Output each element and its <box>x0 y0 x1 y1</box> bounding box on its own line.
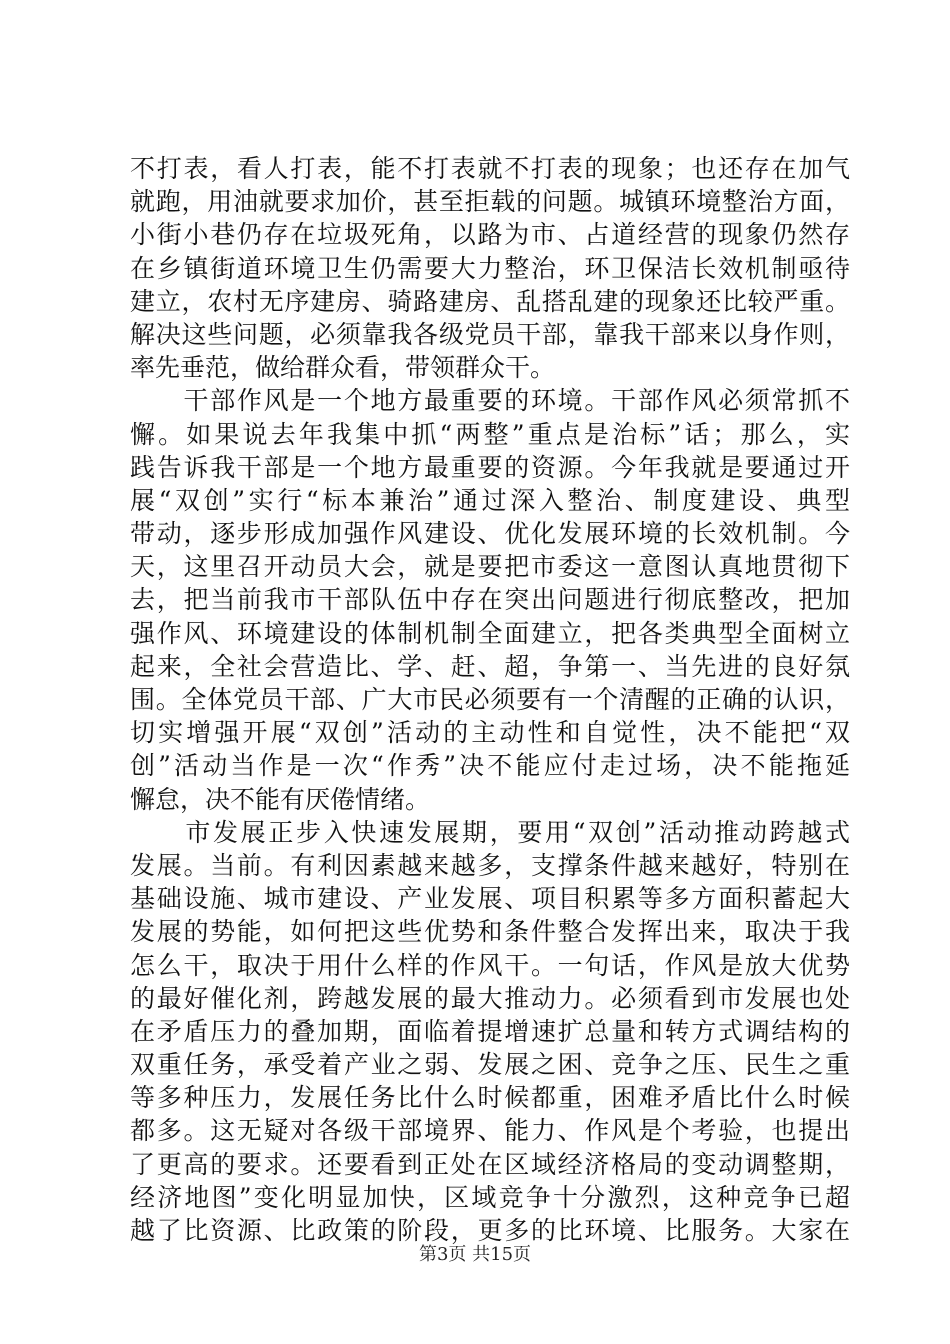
text-line: 在乡镇街道环境卫生仍需要大力整治，环卫保洁长效机制亟待 <box>130 253 850 283</box>
page-number-footer: 第3页 共15页 <box>418 1244 532 1265</box>
text-line: 越了比资源、比政策的阶段，更多的比环境、比服务。大家在 <box>130 1216 850 1245</box>
text-line: 创”活动当作是一次“作秀”决不能应付走过场，决不能拖延 <box>130 751 850 781</box>
text-line: 市发展正步入快速发展期，要用“双创”活动推动跨越式 <box>130 817 850 847</box>
text-line: 干部作风是一个地方最重要的环境。干部作风必须常抓不 <box>130 386 850 416</box>
text-line: 去，把当前我市干部队伍中存在突出问题进行彻底整改，把加 <box>130 585 850 615</box>
text-line: 率先垂范，做给群众看，带领群众干。 <box>130 353 556 383</box>
text-line: 怎么干，取决于用什么样的作风干。一句话，作风是放大优势 <box>130 950 850 980</box>
text-line: 围。全体党员干部、广大市民必须要有一个清醒的正确的认识， <box>130 685 850 714</box>
text-line: 解决这些问题，必须靠我各级党员干部，靠我干部来以身作则， <box>130 319 850 349</box>
text-line: 起来，全社会营造比、学、赶、超，争第一、当先进的良好氛 <box>130 651 850 681</box>
text-line: 发展的势能，如何把这些优势和条件整合发挥出来，取决于我 <box>130 917 850 947</box>
text-line: 不打表，看人打表，能不打表就不打表的现象；也还存在加气 <box>130 154 850 183</box>
text-line: 了更高的要求。还要看到正处在区域经济格局的变动调整期， <box>130 1149 850 1179</box>
text-line: 展“双创”实行“标本兼治”通过深入整治、制度建设、典型 <box>130 485 850 515</box>
text-line: 懈。如果说去年我集中抓“两整”重点是治标”话；那么，实 <box>130 419 850 449</box>
text-line: 发展。当前。有利因素越来越多，支撑条件越来越好，特别在 <box>130 850 850 880</box>
text-line: 就跑，用油就要求加价，甚至拒载的问题。城镇环境整治方面， <box>130 187 850 217</box>
text-line: 双重任务，承受着产业之弱、发展之困、竞争之压、民生之重 <box>130 1050 850 1080</box>
text-line: 基础设施、城市建设、产业发展、项目积累等多方面积蓄起大 <box>130 884 850 914</box>
body-text <box>130 152 850 1247</box>
text-line: 建立，农村无序建房、骑路建房、乱搭乱建的现象还比较严重。 <box>130 286 850 316</box>
text-line: 带动，逐步形成加强作风建设、优化发展环境的长效机制。今 <box>130 519 850 549</box>
text-line: 都多。这无疑对各级干部境界、能力、作风是个考验，也提出 <box>130 1116 850 1146</box>
text-line: 的最好催化剂，跨越发展的最大推动力。必须看到市发展也处 <box>130 983 850 1013</box>
text-line: 天，这里召开动员大会，就是要把市委这一意图认真地贯彻下 <box>130 552 850 582</box>
text-line: 等多种压力，发展任务比什么时候都重，困难矛盾比什么时候 <box>130 1083 850 1113</box>
text-line: 懈怠，决不能有厌倦情绪。 <box>130 784 431 814</box>
text-line: 切实增强开展“双创”活动的主动性和自觉性，决不能把“双 <box>130 718 850 748</box>
text-line: 强作风、环境建设的体制机制全面建立，把各类典型全面树立 <box>130 618 850 648</box>
text-line: 践告诉我干部是一个地方最重要的资源。今年我就是要通过开 <box>130 452 850 482</box>
text-line: 在矛盾压力的叠加期，面临着提增速扩总量和转方式调结构的 <box>130 1016 850 1046</box>
text-line: 经济地图”变化明显加快，区域竞争十分激烈，这种竞争已超 <box>130 1182 850 1212</box>
text-line: 小街小巷仍存在垃圾死角，以路为市、占道经营的现象仍然存 <box>130 220 850 250</box>
